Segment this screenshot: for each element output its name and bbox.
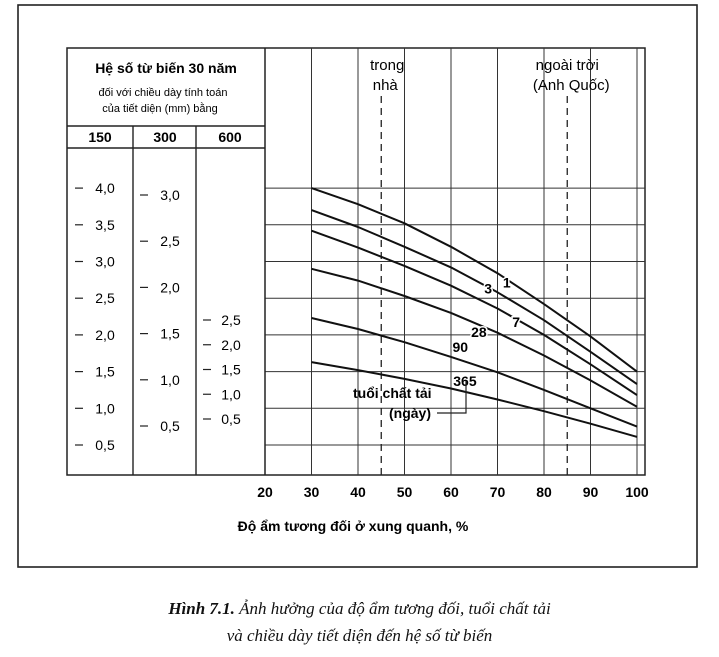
scale-tick-label: 1,5 [95,363,115,380]
scale-tick-label: 0,5 [95,437,115,453]
x-tick-label: 20 [257,484,273,500]
scale-tick-label: 1,0 [221,386,241,403]
figure-caption-line2: và chiều dày tiết diện đến hệ số từ biến [226,626,493,645]
curve-label-365: 365 [453,372,477,389]
left-scales [75,180,241,453]
scale-tick-label: 1,5 [160,325,180,342]
figure-caption-line1 [0,599,719,619]
marker-label-line2: (Anh Quốc) [532,77,610,94]
scale-tick-label: 1,5 [221,361,241,378]
curve-label-3: 3 [484,280,493,297]
scale-tick-label: 2,0 [160,279,180,296]
scale-tick-label: 2,5 [160,233,180,250]
curve-label-1: 1 [502,274,511,291]
loading-age-annotation [353,381,466,421]
scale-tick-label: 1,0 [160,371,180,388]
scale-tick-label: 3,0 [95,253,115,270]
marker-label-line1: trong [370,57,405,74]
x-tick-label: 100 [625,484,649,500]
scale-tick-label: 2,0 [221,336,241,353]
x-tick-label: 60 [443,484,459,500]
scale-tick-label: 2,5 [95,290,115,307]
scale-tick-label: 1,0 [95,400,115,417]
x-tick-label: 80 [536,484,552,500]
column-header-150: 150 [88,129,112,145]
column-header-300: 300 [153,129,177,145]
figure-number: Hình 7.1. [168,599,235,618]
x-tick-label: 70 [489,484,506,500]
scale-tick-label: 2,5 [221,312,241,328]
x-tick-label: 30 [303,484,320,500]
loading-age-label-line2: (ngày) [389,405,431,421]
figure-caption-text1: Ảnh hưởng của độ ẩm tương đối, tuổi chất tải [234,599,551,618]
scale-tick-label: 2,0 [95,326,115,343]
x-tick-label: 40 [350,484,366,500]
panel-title: Hệ số từ biến 30 năm [95,60,237,76]
grid [265,48,645,475]
x-tick-label: 90 [582,484,599,500]
scale-tick-label: 3,5 [95,216,115,233]
x-axis-label: Độ ẩm tương đối ở xung quanh, % [237,518,469,534]
curve-label-28: 28 [471,323,487,340]
scale-tick-label: 4,0 [95,180,115,197]
loading-age-label-line1: tuổi chất tải [353,385,432,401]
marker-label-line2: nhà [372,77,398,94]
x-tick-label: 50 [396,484,413,500]
scale-tick-label: 0,5 [160,418,180,434]
curve-label-7: 7 [512,314,520,331]
marker-label-line1: ngoài trời [535,57,599,74]
curve-label-90: 90 [452,339,469,356]
panel-subtitle-line2: của tiết diện (mm) bằng [102,103,218,115]
panel-subtitle-line1: đối với chiều dày tính toán [98,87,228,99]
x-axis-ticks [257,484,649,500]
scale-tick-label: 0,5 [221,411,241,427]
scale-tick-label: 3,0 [160,187,180,203]
column-header-600: 600 [218,129,242,145]
